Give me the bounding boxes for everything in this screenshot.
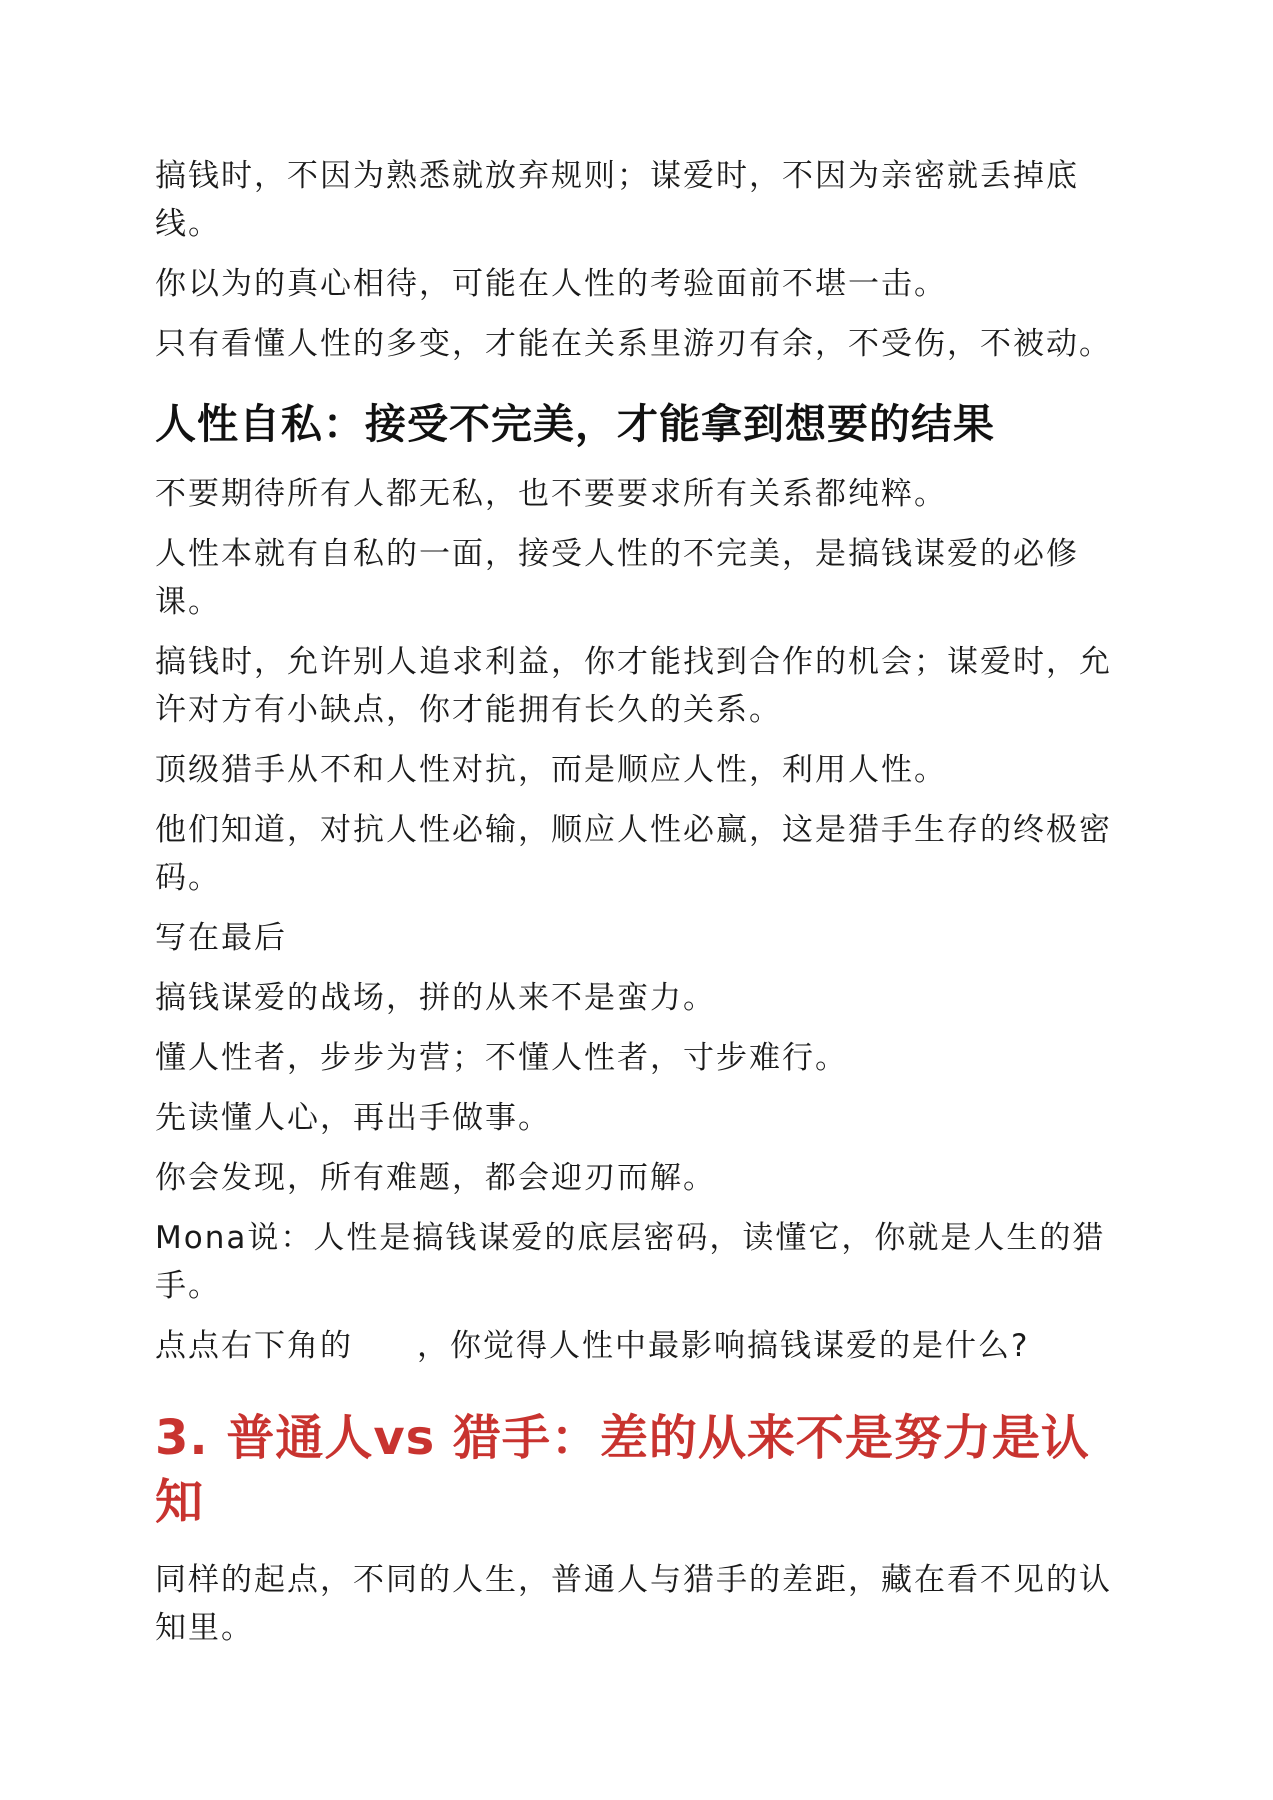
paragraph: 他们知道，对抗人性必输，顺应人性必赢，这是猎手生存的终极密码。: [155, 812, 1112, 896]
cta-text-before: 点点右下角的: [155, 1328, 353, 1364]
paragraph: 你以为的真心相待，可能在人性的考验面前不堪一击。: [155, 266, 947, 302]
section-heading: 人性自私：接受不完美，才能拿到想要的结果: [155, 400, 995, 448]
section-heading-red: 3. 普通人vs 猎手：差的从来不是努力是认知: [155, 1410, 1090, 1530]
paragraph: 搞钱时，不因为熟悉就放弃规则；谋爱时，不因为亲密就丢掉底线。: [155, 158, 1079, 242]
cta-text-after: ，你觉得人性中最影响搞钱谋爱的是什么?: [417, 1328, 1030, 1364]
paragraph: 人性本就有自私的一面，接受人性的不完美，是搞钱谋爱的必修课。: [155, 536, 1079, 620]
paragraph: 懂人性者，步步为营；不懂人性者，寸步难行。: [155, 1040, 848, 1076]
paragraph: 只有看懂人性的多变，才能在关系里游刃有余，不受伤，不被动。: [155, 326, 1112, 362]
article-body: [155, 152, 1135, 1664]
call-to-action: [155, 1322, 1135, 1370]
paragraph: 不要期待所有人都无私，也不要要求所有关系都纯粹。: [155, 476, 947, 512]
closing-label: 写在最后: [155, 920, 287, 956]
paragraph: 你会发现，所有难题，都会迎刃而解。: [155, 1160, 716, 1196]
paragraph: 同样的起点，不同的人生，普通人与猎手的差距，藏在看不见的认知里。: [155, 1562, 1112, 1646]
paragraph: Mona说：人性是搞钱谋爱的底层密码，读懂它，你就是人生的猎手。: [155, 1220, 1106, 1304]
paragraph: 搞钱时，允许别人追求利益，你才能找到合作的机会；谋爱时，允许对方有小缺点，你才能拥有长久的关系。: [155, 644, 1112, 728]
paragraph: 顶级猎手从不和人性对抗，而是顺应人性，利用人性。: [155, 752, 947, 788]
paragraph: 先读懂人心，再出手做事。: [155, 1100, 551, 1136]
paragraph: 搞钱谋爱的战场，拼的从来不是蛮力。: [155, 980, 716, 1016]
